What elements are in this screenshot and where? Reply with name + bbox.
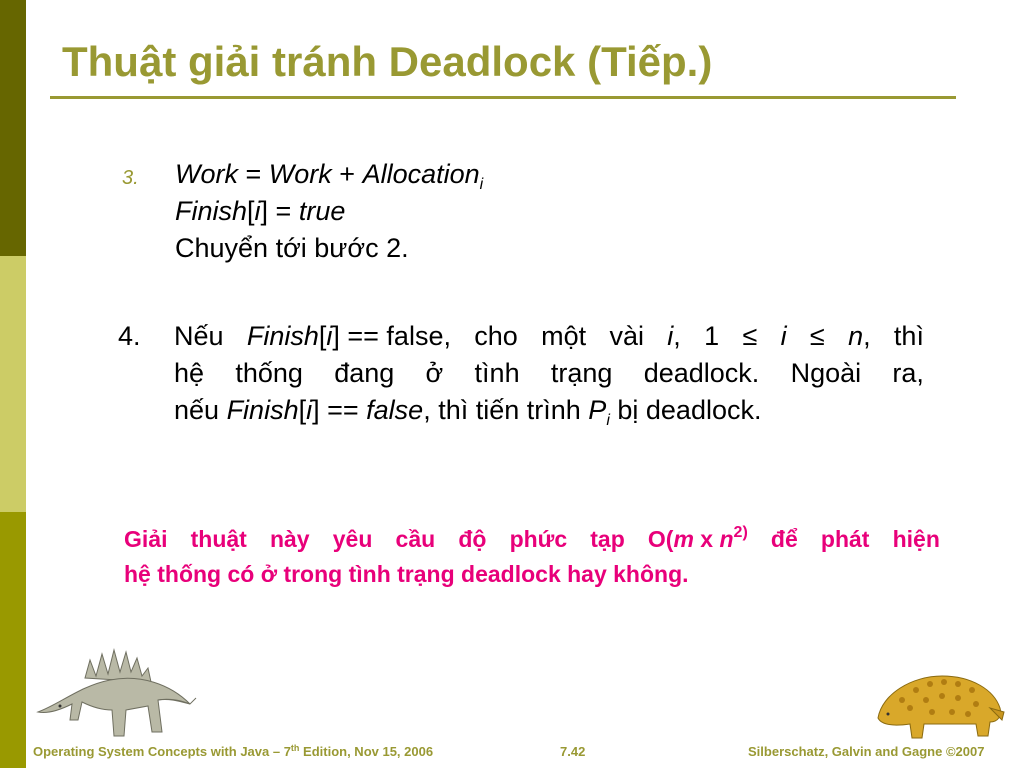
step-4-line-1: Nếu Finish[i] == false, cho một vài i, 1 ≤ i ≤ n, thì — [174, 321, 924, 351]
footer-copyright: Silberschatz, Galvin and Gagne ©2007 — [748, 744, 985, 759]
footer-course-info: Operating System Concepts with Java – 7th Edition, Nov 15, 2006 — [33, 743, 434, 759]
step-4-line-3: nếu Finish[i] == false, thì tiến trình $P_i$ bị deadlock. — [174, 395, 762, 429]
sidebar-segment-light — [0, 256, 26, 512]
sidebar-segment-mid — [0, 512, 26, 768]
step-3-line-1: Work = Work + Allocation$_i$ — [175, 159, 484, 193]
footer-page-number: 7.42 — [560, 744, 586, 759]
complexity-note — [124, 522, 940, 592]
step-3-line-2: Finish[i] = true — [175, 196, 346, 226]
slide-title: Thuật giải tránh Deadlock (Tiếp.) — [62, 38, 713, 85]
step-3-line-3: Chuyển tới bước 2. — [175, 233, 409, 263]
title-divider — [50, 96, 956, 99]
note-line-1: Giải thuật này yêu cầu độ phức tạp O(m x $n^{2)}$ để phát hiện — [124, 524, 940, 552]
sidebar-segment-dark — [0, 0, 26, 256]
step-4-line-2: hệ thống đang ở tình trạng deadlock. Ngoài ra, — [174, 358, 924, 388]
sidebar-stripe — [0, 0, 26, 768]
note-line-2: hệ thống có ở trong tình trạng deadlock hay không. — [124, 561, 689, 587]
stegosaurus-illustration — [30, 640, 200, 740]
ankylosaurus-illustration — [872, 664, 1007, 744]
step-4-number: 4. — [118, 321, 141, 351]
step-3-number: 3. — [122, 167, 139, 189]
